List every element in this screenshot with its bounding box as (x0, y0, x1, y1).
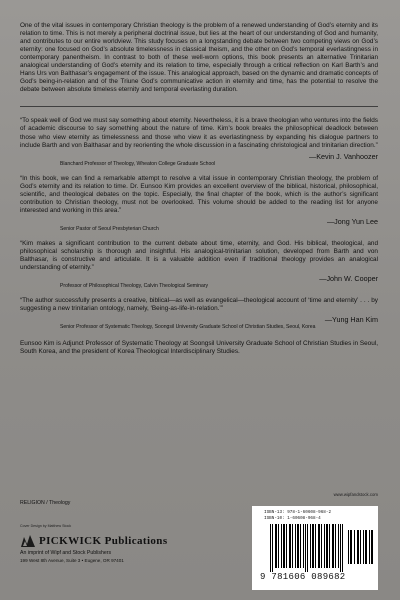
book-description: One of the vital issues in contemporary Christian theology is the problem of a renewed understanding of God’s eternity and its relation to time. This is not merely a peripheral doctrinal issue, but lies at the heart of our understanding of God and humanity, and contributes to our entire worldview. This study focuses on a longstanding debate between two competing views on God’s eternity: one focused on God’s absolute timelessness in classical theism, and the other on God’s temporal everlastingness in contemporary panentheism. In contrast to both of these well-worn options, this book presents an alternative Trinitarian analogical understanding of God’s eternity and its relation to time, especially through a critical reflection on Karl Barth’s and Hans Urs von Balthasar’s engagement of the issue. This analogical approach, based on the dynamic and dramatic concepts of God’s being-in-relation and of the Triune God’s communicative action in eternity and time, has the potential to resolve the debate between absolute timeless eternity and temporal everlasting duration. (20, 22, 378, 94)
endorsement-quote: “To speak well of God we must say something about eternity. Nevertheless, it is a brave theologian who ventures into the fields of academic discourse to say something about the nature of time. Kim’s book breaks the philosophical deadlock between those who view eternity as timelessness and those who view it as everlastingness by expanding his dialogue partners to include Barth and von Balthasar and by reorienting the whole discussion in a fascinating christological and trinitarian direction.” (20, 117, 378, 149)
category-label: RELIGION / Theology (20, 500, 71, 506)
endorsement-quote: “Kim makes a significant contribution to the current debate about time, eternity, and God. His biblical, theological, and philosophical scholarship is thorough and insightful. His analogical-trinitarian solution, developed from Barth and von Balthasar, is constructive and articulate. It is a valuable addition even if traditional theology provides an analogical understanding of eternity.” (20, 239, 378, 271)
pickwick-logo-icon (20, 534, 36, 548)
barcode-number: 9 781606 089682 (260, 572, 346, 582)
endorser-name: —Kevin J. Vanhoozer (309, 151, 378, 161)
endorsement (20, 175, 378, 233)
publisher-name: PICKWICK Publications (39, 535, 168, 547)
isbn-10: ISBN-10: 1-60608-968-4 (264, 516, 321, 521)
endorsement (20, 117, 378, 167)
cover-design-credit: Cover Design by Matthew Stock (20, 524, 72, 528)
publisher-website: www.wipfandstock.com (333, 492, 378, 497)
cover-text-block (20, 22, 378, 356)
endorsement-quote: “In this book, we can find a remarkable attempt to resolve a vital issue in contemporary Christian theology, the problem of God’s eternity and its relation to time. Dr. Eunsoo Kim provides an excellent overview of the biblical, historical, philosophical, scientific, and theological debates on the topic. Especially, the final chapter of the book, which is the author’s significant contribution to Christian theology, must not be overlooked. This volume should be added to the reading list for anyone interested and working in this area.” (20, 174, 378, 214)
endorser-name: —John W. Cooper (319, 274, 378, 284)
endorser-title: Blanchard Professor of Theology, Wheaton College Graduate School (60, 160, 216, 167)
endorser-title: Senior Pastor of Seoul Presbyterian Church (60, 225, 159, 232)
endorsement-quote: “The author successfully presents a creative, biblical—as well as evangelical—theological account of ‘time and eternity’ . . . by suggesting a new trinitarian ontology, namely, ‘Being-as-life-in-relation.’” (20, 297, 378, 313)
barcode-panel (252, 506, 378, 590)
endorsement (20, 297, 378, 331)
endorser-name: —Jong Yun Lee (326, 216, 378, 226)
price-barcode-icon (348, 524, 374, 564)
imprint-line: An imprint of Wipf and Stock Publishers (20, 550, 112, 556)
endorser-title: Professor of Philosophical Theology, Calvin Theological Seminary (60, 283, 209, 290)
divider (20, 106, 378, 107)
isbn-13: ISBN-13: 978-1-60608-968-2 (264, 510, 332, 515)
author-bio: Eunsoo Kim is Adjunct Professor of Systematic Theology at Soongsil University Graduate School of Christian Studies in Seoul, South Korea, and the president of Korea Theological Interdisciplinary Studies. (20, 340, 378, 356)
endorser-title: Senior Professor of Systematic Theology, Soongsil University Graduate School of Christian Studies, Seoul, Korea (60, 324, 316, 331)
publisher-logo-row (20, 534, 168, 548)
publisher-address: 199 West 8th Avenue, Suite 3 • Eugene, OR 97401 (20, 558, 124, 563)
endorser-name: —Yung Han Kim (324, 315, 378, 325)
cover-footer (20, 492, 378, 590)
isbn-barcode-icon (270, 524, 344, 572)
endorsement (20, 240, 378, 290)
